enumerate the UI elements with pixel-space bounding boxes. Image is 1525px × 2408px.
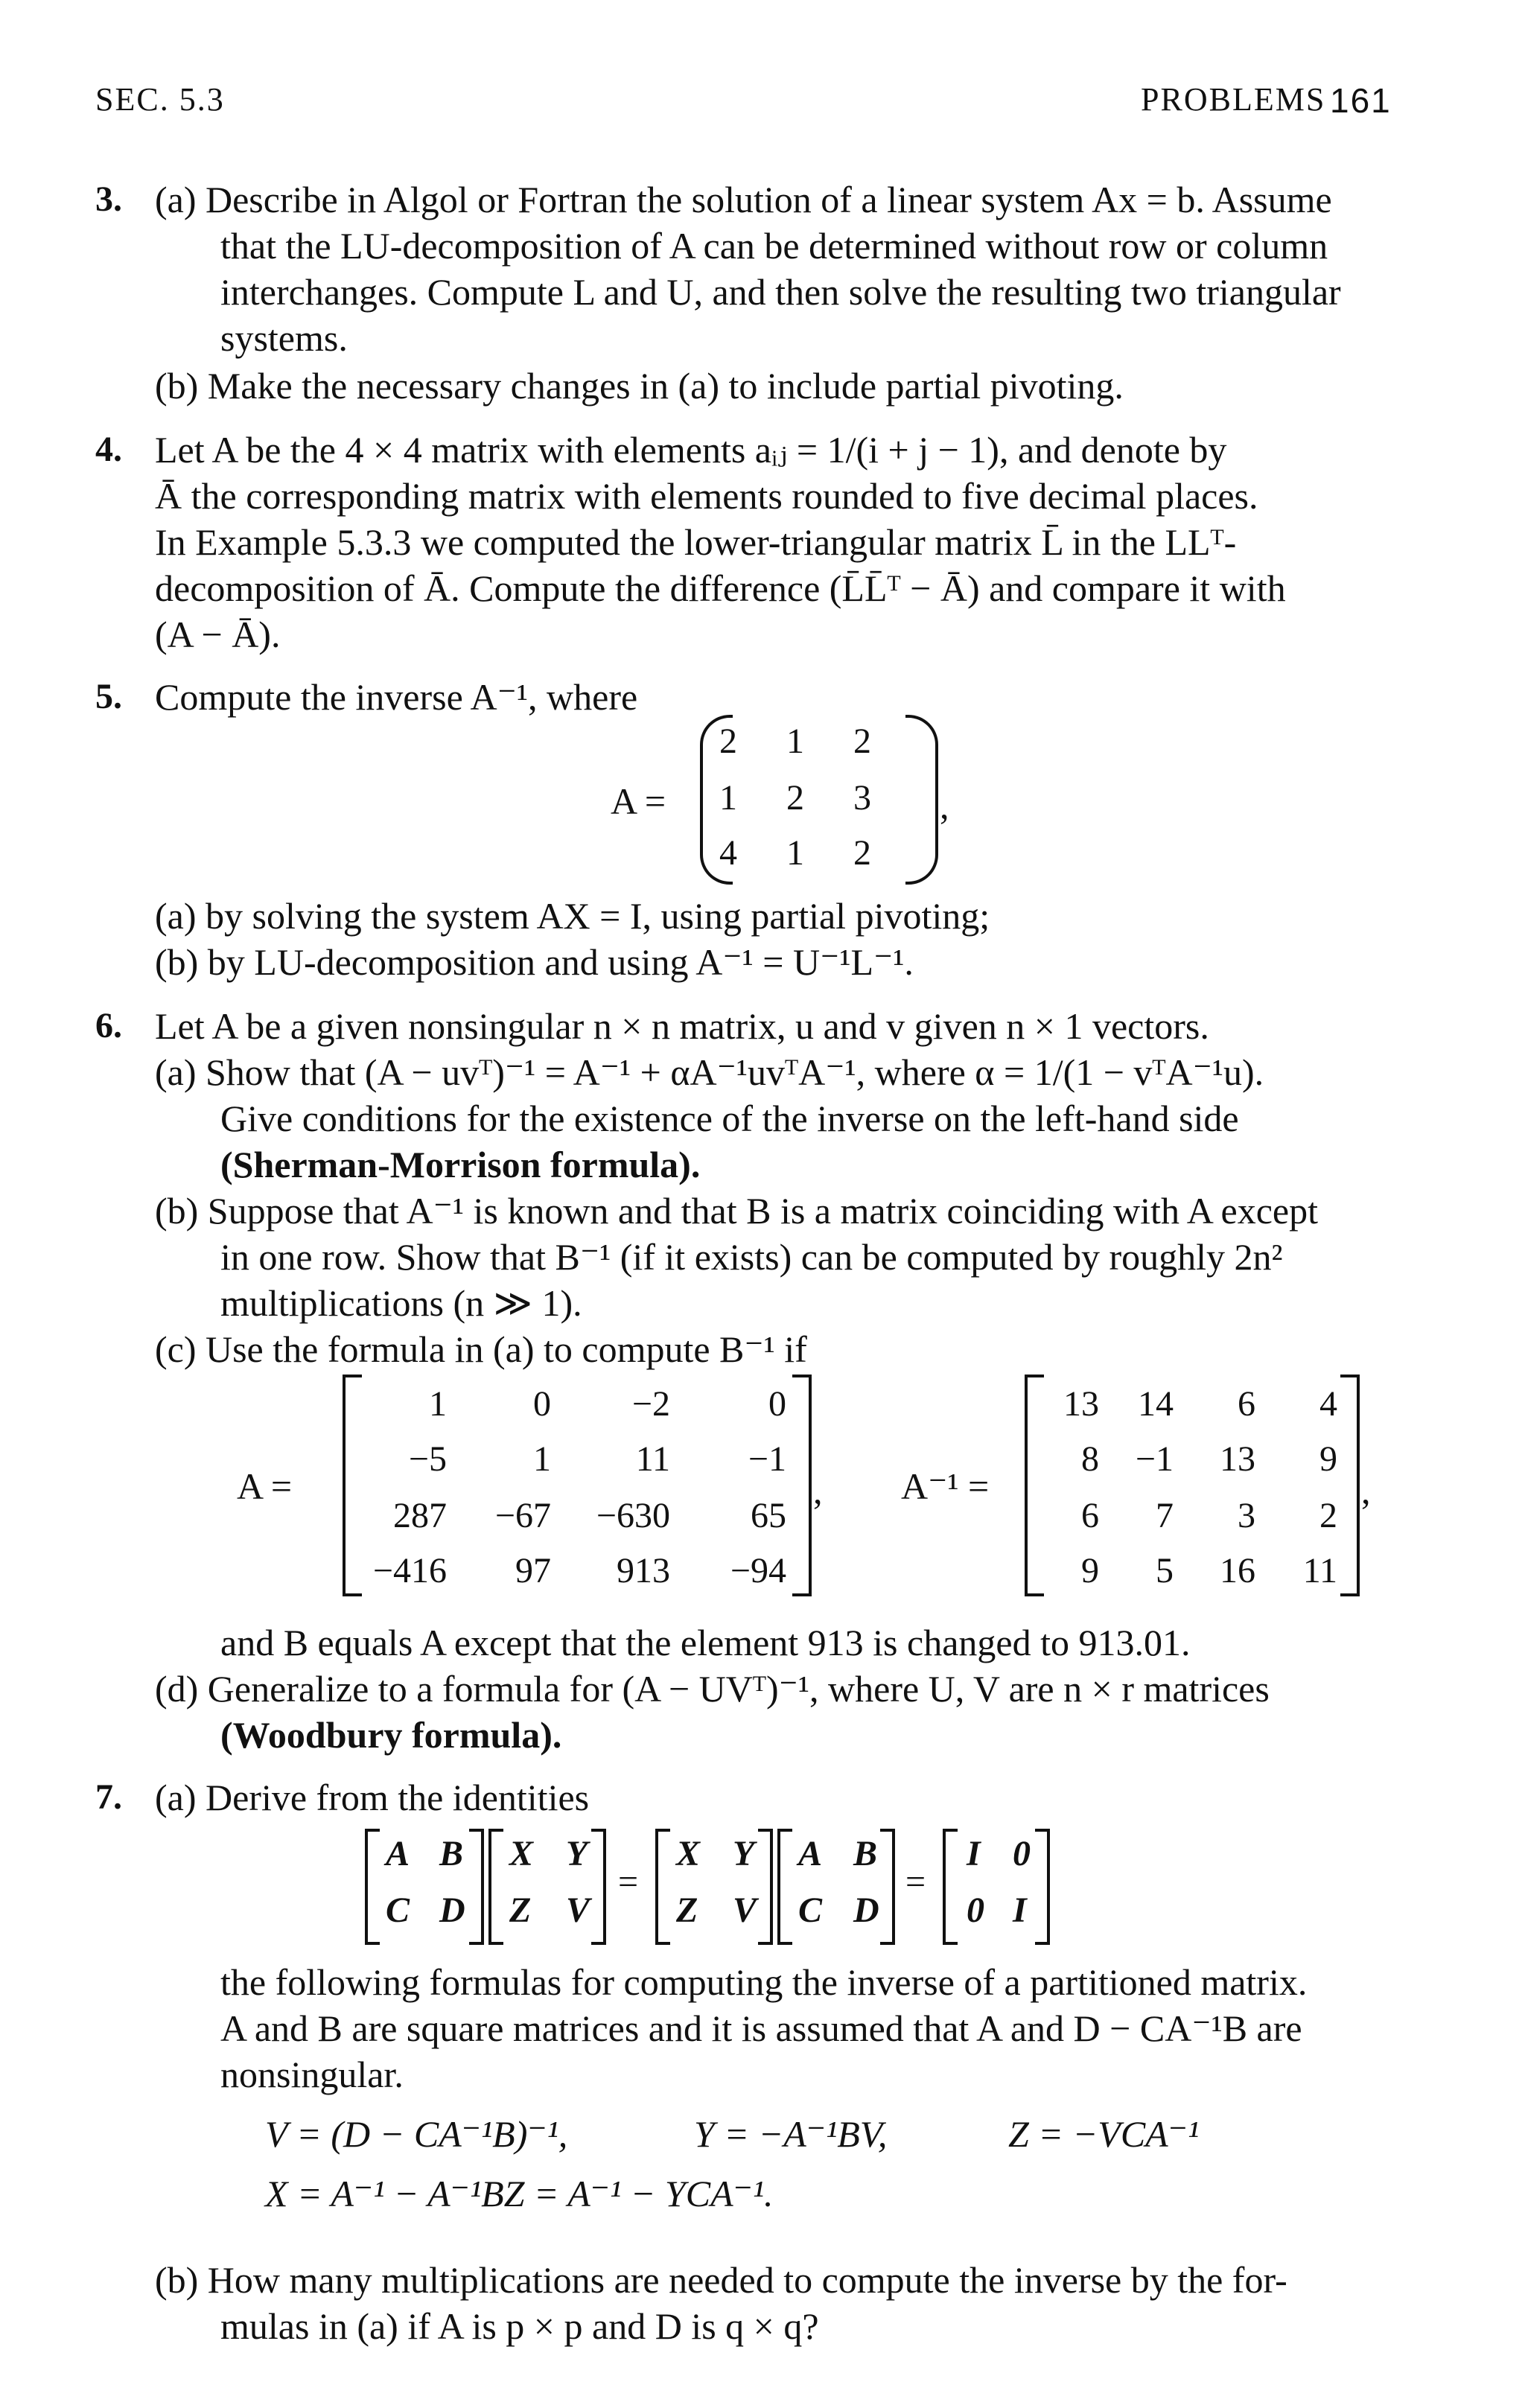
problem-6c-line1: (c) Use the formula in (a) to compute B⁻¹ if	[155, 1328, 807, 1370]
problem-6-line1: Let A be a given nonsingular n × n matrix, u and v given n × 1 vectors.	[155, 1005, 1209, 1047]
problem-7-formula-X: X = A⁻¹ − A⁻¹BZ = A⁻¹ − YCA⁻¹.	[265, 2173, 774, 2214]
problem-7-formula-Z: Z = −VCA⁻¹	[1008, 2113, 1200, 2155]
problem-5-matrix: 2 1 2 1 2 3 4 1 2	[700, 715, 938, 886]
problem-7a-line1: (a) Derive from the identities	[155, 1777, 590, 1818]
problem-7-line3: A and B are square matrices and it is assumed that A and D − CA⁻¹B are	[220, 2007, 1302, 2049]
problem-5b: (b) by LU-decomposition and using A⁻¹ = U⁻¹L⁻¹.	[155, 941, 914, 983]
problem-4-line5: (A − Ā).	[155, 614, 281, 655]
running-title: PROBLEMS	[1141, 81, 1326, 118]
problem-7-number: 7.	[95, 1777, 122, 1817]
problem-6d-line2: (Woodbury formula).	[220, 1714, 562, 1756]
problem-5-line1: Compute the inverse A⁻¹, where	[155, 676, 638, 718]
problem-3a-line3: interchanges. Compute L and U, and then solve the resulting two triangular	[220, 271, 1341, 313]
problem-6b-line3: multiplications (n ≫ 1).	[220, 1282, 582, 1324]
problem-4-number: 4.	[95, 430, 122, 469]
problem-3-number: 3.	[95, 179, 122, 219]
problem-6a-line3: (Sherman-Morrison formula).	[220, 1144, 701, 1185]
problem-4-line3: In Example 5.3.3 we computed the lower-triangular matrix L̄ in the LLᵀ-	[155, 521, 1237, 563]
problem-6b-line1: (b) Suppose that A⁻¹ is known and that B is a matrix coinciding with A except	[155, 1190, 1319, 1232]
problem-3a-line1: (a) Describe in Algol or Fortran the solution of a linear system Ax = b. Assume	[155, 179, 1332, 220]
problem-6d-line1: (d) Generalize to a formula for (A − UVᵀ)⁻¹, where U, V are n × r matrices	[155, 1668, 1270, 1710]
problem-7-formula-V: V = (D − CA⁻¹B)⁻¹,	[265, 2113, 568, 2155]
problem-6-comma-1: ,	[813, 1470, 823, 1512]
problem-7b-line1: (b) How many multiplications are needed to compute the inverse by the for-	[155, 2259, 1287, 2301]
problem-4-line1: Let A be the 4 × 4 matrix with elements aᵢⱼ = 1/(i + j − 1), and denote by	[155, 429, 1227, 471]
problem-6-Ainv-label: A⁻¹ =	[901, 1465, 990, 1507]
problem-4-line4: decomposition of Ā. Compute the difference (L̄L̄ᵀ − Ā) and compare it with	[155, 567, 1286, 609]
problem-5-comma: ,	[940, 785, 949, 826]
problem-5-number: 5.	[95, 677, 122, 716]
problem-3a-line2: that the LU-decomposition of A can be determined without row or column	[220, 225, 1328, 267]
problem-5a: (a) by solving the system AX = I, using partial pivoting;	[155, 895, 990, 937]
problem-3b-line1: (b) Make the necessary changes in (a) to include partial pivoting.	[155, 365, 1124, 407]
section-label: SEC. 5.3	[95, 81, 225, 118]
problem-5-matrix-label: A =	[611, 780, 666, 822]
problem-7b-line2: mulas in (a) if A is p × p and D is q × q?	[220, 2305, 819, 2347]
problem-4-line2: Ā the corresponding matrix with elements rounded to five decimal places.	[155, 475, 1258, 517]
problem-6-number: 6.	[95, 1006, 122, 1045]
problem-7-identities: A B C D X Y Z V = X Y Z V A B C D = I 0 0 I	[365, 1829, 1258, 1948]
problem-6a-line1: (a) Show that (A − uvᵀ)⁻¹ = A⁻¹ + αA⁻¹uvᵀA⁻¹, where α = 1/(1 − vᵀA⁻¹u).	[155, 1051, 1264, 1093]
problem-7-line4: nonsingular.	[220, 2054, 404, 2095]
problem-3a-line4: systems.	[220, 317, 348, 359]
problem-7-formula-Y: Y = −A⁻¹BV,	[694, 2113, 888, 2155]
problem-6b-line2: in one row. Show that B⁻¹ (if it exists) can be computed by roughly 2n²	[220, 1236, 1283, 1278]
page-number: 161	[1330, 81, 1392, 120]
problem-6-matrix-Ainv: 13 14 6 4 8 −1 13 9 6 7 3 2 9 5 16 11	[1025, 1375, 1360, 1598]
problem-6c-line2: and B equals A except that the element 913 is changed to 913.01.	[220, 1622, 1191, 1663]
problem-6-A-label: A =	[237, 1465, 293, 1507]
problem-7-line2: the following formulas for computing the inverse of a partitioned matrix.	[220, 1961, 1308, 2003]
problem-6-matrix-A: 1 0 −2 0 −5 1 11 −1 287 −67 −630 65 −416 97 913 −94	[343, 1375, 812, 1598]
problem-6-comma-2: ,	[1361, 1470, 1371, 1512]
problem-6a-line2: Give conditions for the existence of the inverse on the left-hand side	[220, 1098, 1239, 1139]
